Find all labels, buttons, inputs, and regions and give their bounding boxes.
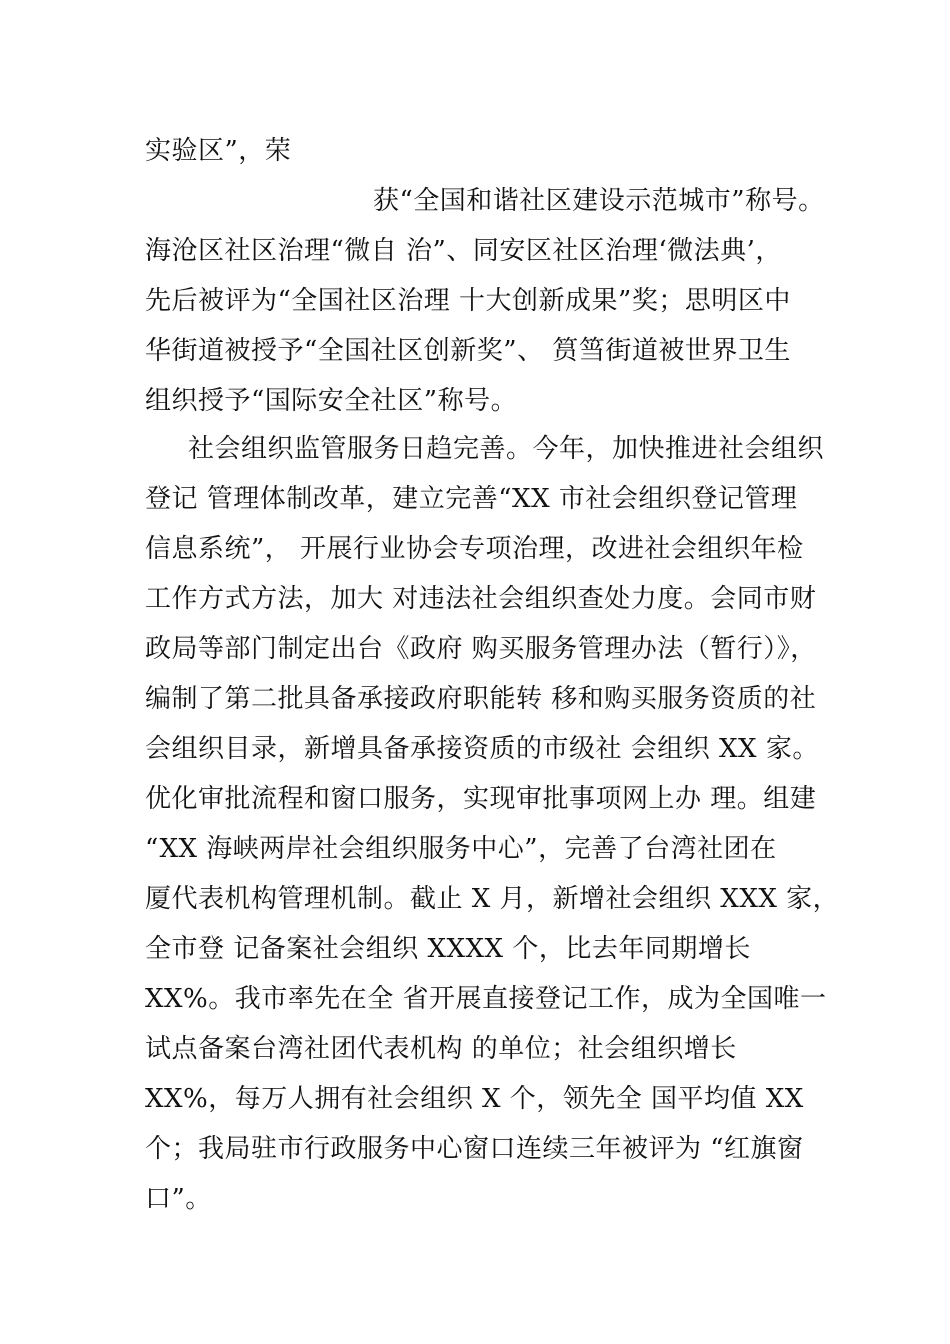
text-line-15: “XX 海峡两岸社会组织服务中心”，完善了台湾社团在 — [145, 834, 777, 864]
text-line-5: 华街道被授予“全国社区创新奖”、 筼筜街道被世界卫生 — [145, 336, 791, 366]
text-line-14: 优化审批流程和窗口服务，实现审批事项网上办 理。组建 — [145, 784, 817, 814]
text-line-4: 先后被评为“全国社区治理 十大创新成果”奖；思明区中 — [145, 286, 791, 316]
text-line-11: 政局等部门制定出台《政府 购买服务管理办法（暂行）》， — [145, 634, 817, 664]
text-line-1: 实验区”，荣 — [145, 136, 292, 166]
text-line-18: XX%。我市率先在全 省开展直接登记工作，成为全国唯一 — [145, 984, 827, 1014]
text-line-16: 厦代表机构管理机制。截止 X 月，新增社会组织 XXX 家， — [145, 884, 840, 914]
text-line-9: 信息系统”， 开展行业协会专项治理，改进社会组织年检 — [145, 534, 804, 564]
text-line-2: 获“全国和谐社区建设示范城市”称号。 — [373, 186, 825, 216]
text-line-8: 登记 管理体制改革，建立完善“XX 市社会组织登记管理 — [145, 484, 798, 514]
text-line-12: 编制了第二批具备承接政府职能转 移和购买服务资质的社 — [145, 684, 817, 714]
text-line-21: 个；我局驻市行政服务中心窗口连续三年被评为 “红旗窗 — [145, 1134, 804, 1164]
text-line-19: 试点备案台湾社团代表机构 的单位；社会组织增长 — [145, 1034, 737, 1064]
text-line-7: 社会组织监管服务日趋完善。今年，加快推进社会组织 — [188, 434, 825, 464]
text-line-13: 会组织目录，新增具备承接资质的市级社 会组织 XX 家。 — [145, 734, 819, 764]
text-line-3: 海沧区社区治理“微自 治”、同安区社区治理‘微法典’， — [145, 236, 782, 266]
text-line-6: 组织授予“国际安全社区”称号。 — [145, 386, 518, 416]
text-line-17: 全市登 记备案社会组织 XXXX 个，比去年同期增长 — [145, 934, 751, 964]
text-line-22: 口”。 — [145, 1184, 212, 1214]
text-line-20: XX%，每万人拥有社会组织 X 个，领先全 国平均值 XX — [145, 1084, 804, 1114]
text-line-10: 工作方式方法，加大 对违法社会组织查处力度。会同市财 — [145, 584, 817, 614]
